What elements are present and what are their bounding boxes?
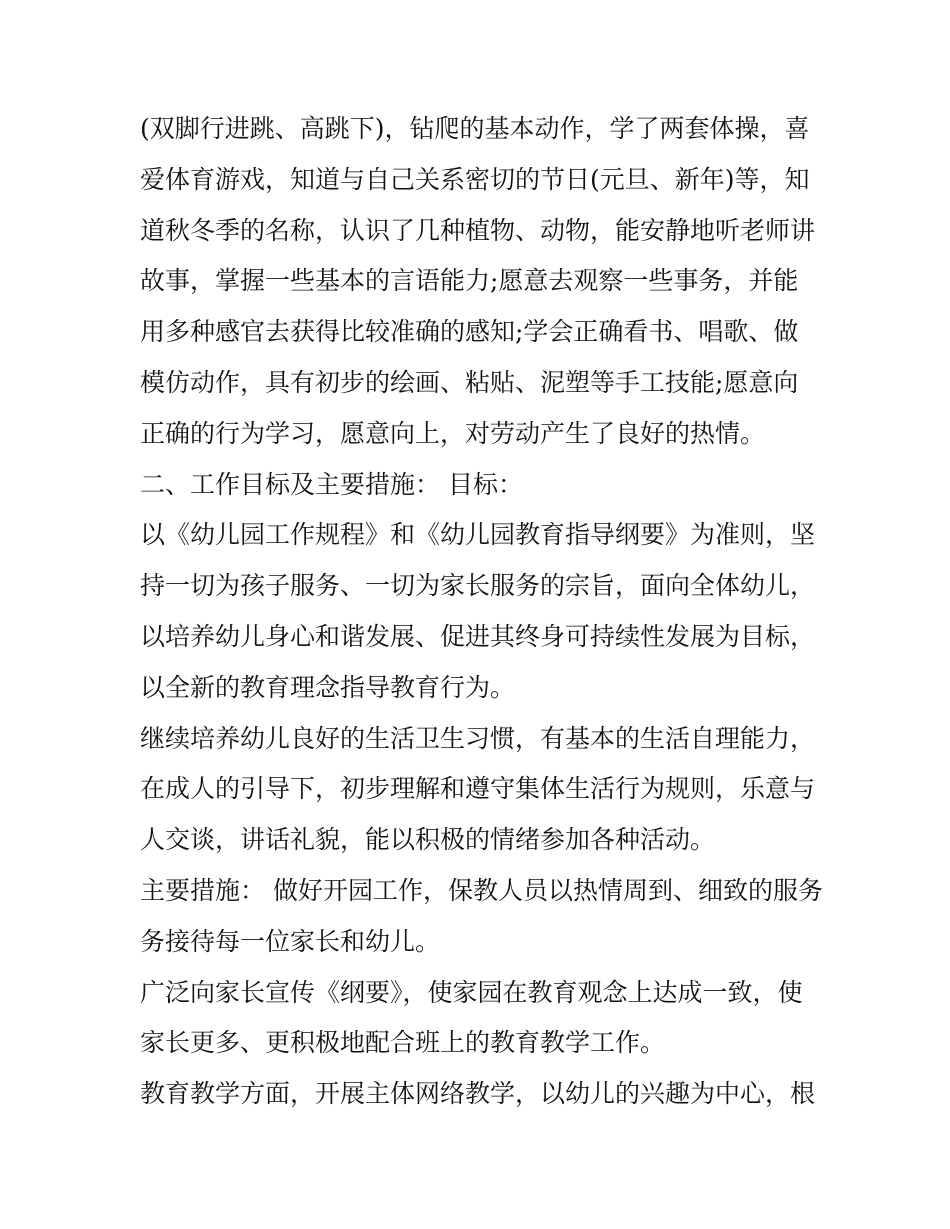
text-line: 正确的行为学习，愿意向上，对劳动产生了良好的热情。 [140,418,766,448]
text-line: 以培养幼儿身心和谐发展、促进其终身可持续性发展为目标， [140,621,816,651]
text-line: 家长更多、更积极地配合班上的教育教学工作。 [140,1028,666,1058]
text-line: 人交谈，讲话礼貌，能以积极的情绪参加各种活动。 [140,825,716,855]
text-line: 务接待每一位家长和幼儿。 [140,926,441,956]
section-heading: 二、工作目标及主要措施： 目标： [140,469,523,499]
text-line: 继续培养幼儿良好的生活卫生习惯，有基本的生活自理能力， [140,723,816,753]
text-line: 道秋冬季的名称，认识了几种植物、动物，能安静地听老师讲 [140,215,816,245]
text-line: 以全新的教育理念指导教育行为。 [140,672,516,702]
text-line: 爱体育游戏，知道与自己关系密切的节日(元旦、新年)等，知 [140,164,810,194]
text-line: 教育教学方面，开展主体网络教学，以幼儿的兴趣为中心，根 [140,1079,816,1109]
text-line: 持一切为孩子服务、一切为家长服务的宗旨，面向全体幼儿， [140,571,816,601]
body-text [140,104,823,1120]
text-line: 主要措施： 做好开园工作，保教人员以热情周到、细致的服务 [140,875,823,905]
text-line: 用多种感官去获得比较准确的感知;学会正确看书、唱歌、做 [140,317,799,347]
text-line: 以《幼儿园工作规程》和《幼儿园教育指导纲要》为准则，坚 [140,520,816,550]
text-line: 故事，掌握一些基本的言语能力;愿意去观察一些事务，并能 [140,266,799,296]
text-line: (双脚行进跳、高跳下)，钻爬的基本动作，学了两套体操，喜 [140,114,810,143]
text-line: 模仿动作，具有初步的绘画、粘贴、泥塑等手工技能;愿意向 [140,367,799,397]
text-line: 广泛向家长宣传《纲要》，使家园在教育观念上达成一致，使 [140,977,803,1007]
text-line: 在成人的引导下，初步理解和遵守集体生活行为规则，乐意与 [140,774,816,804]
